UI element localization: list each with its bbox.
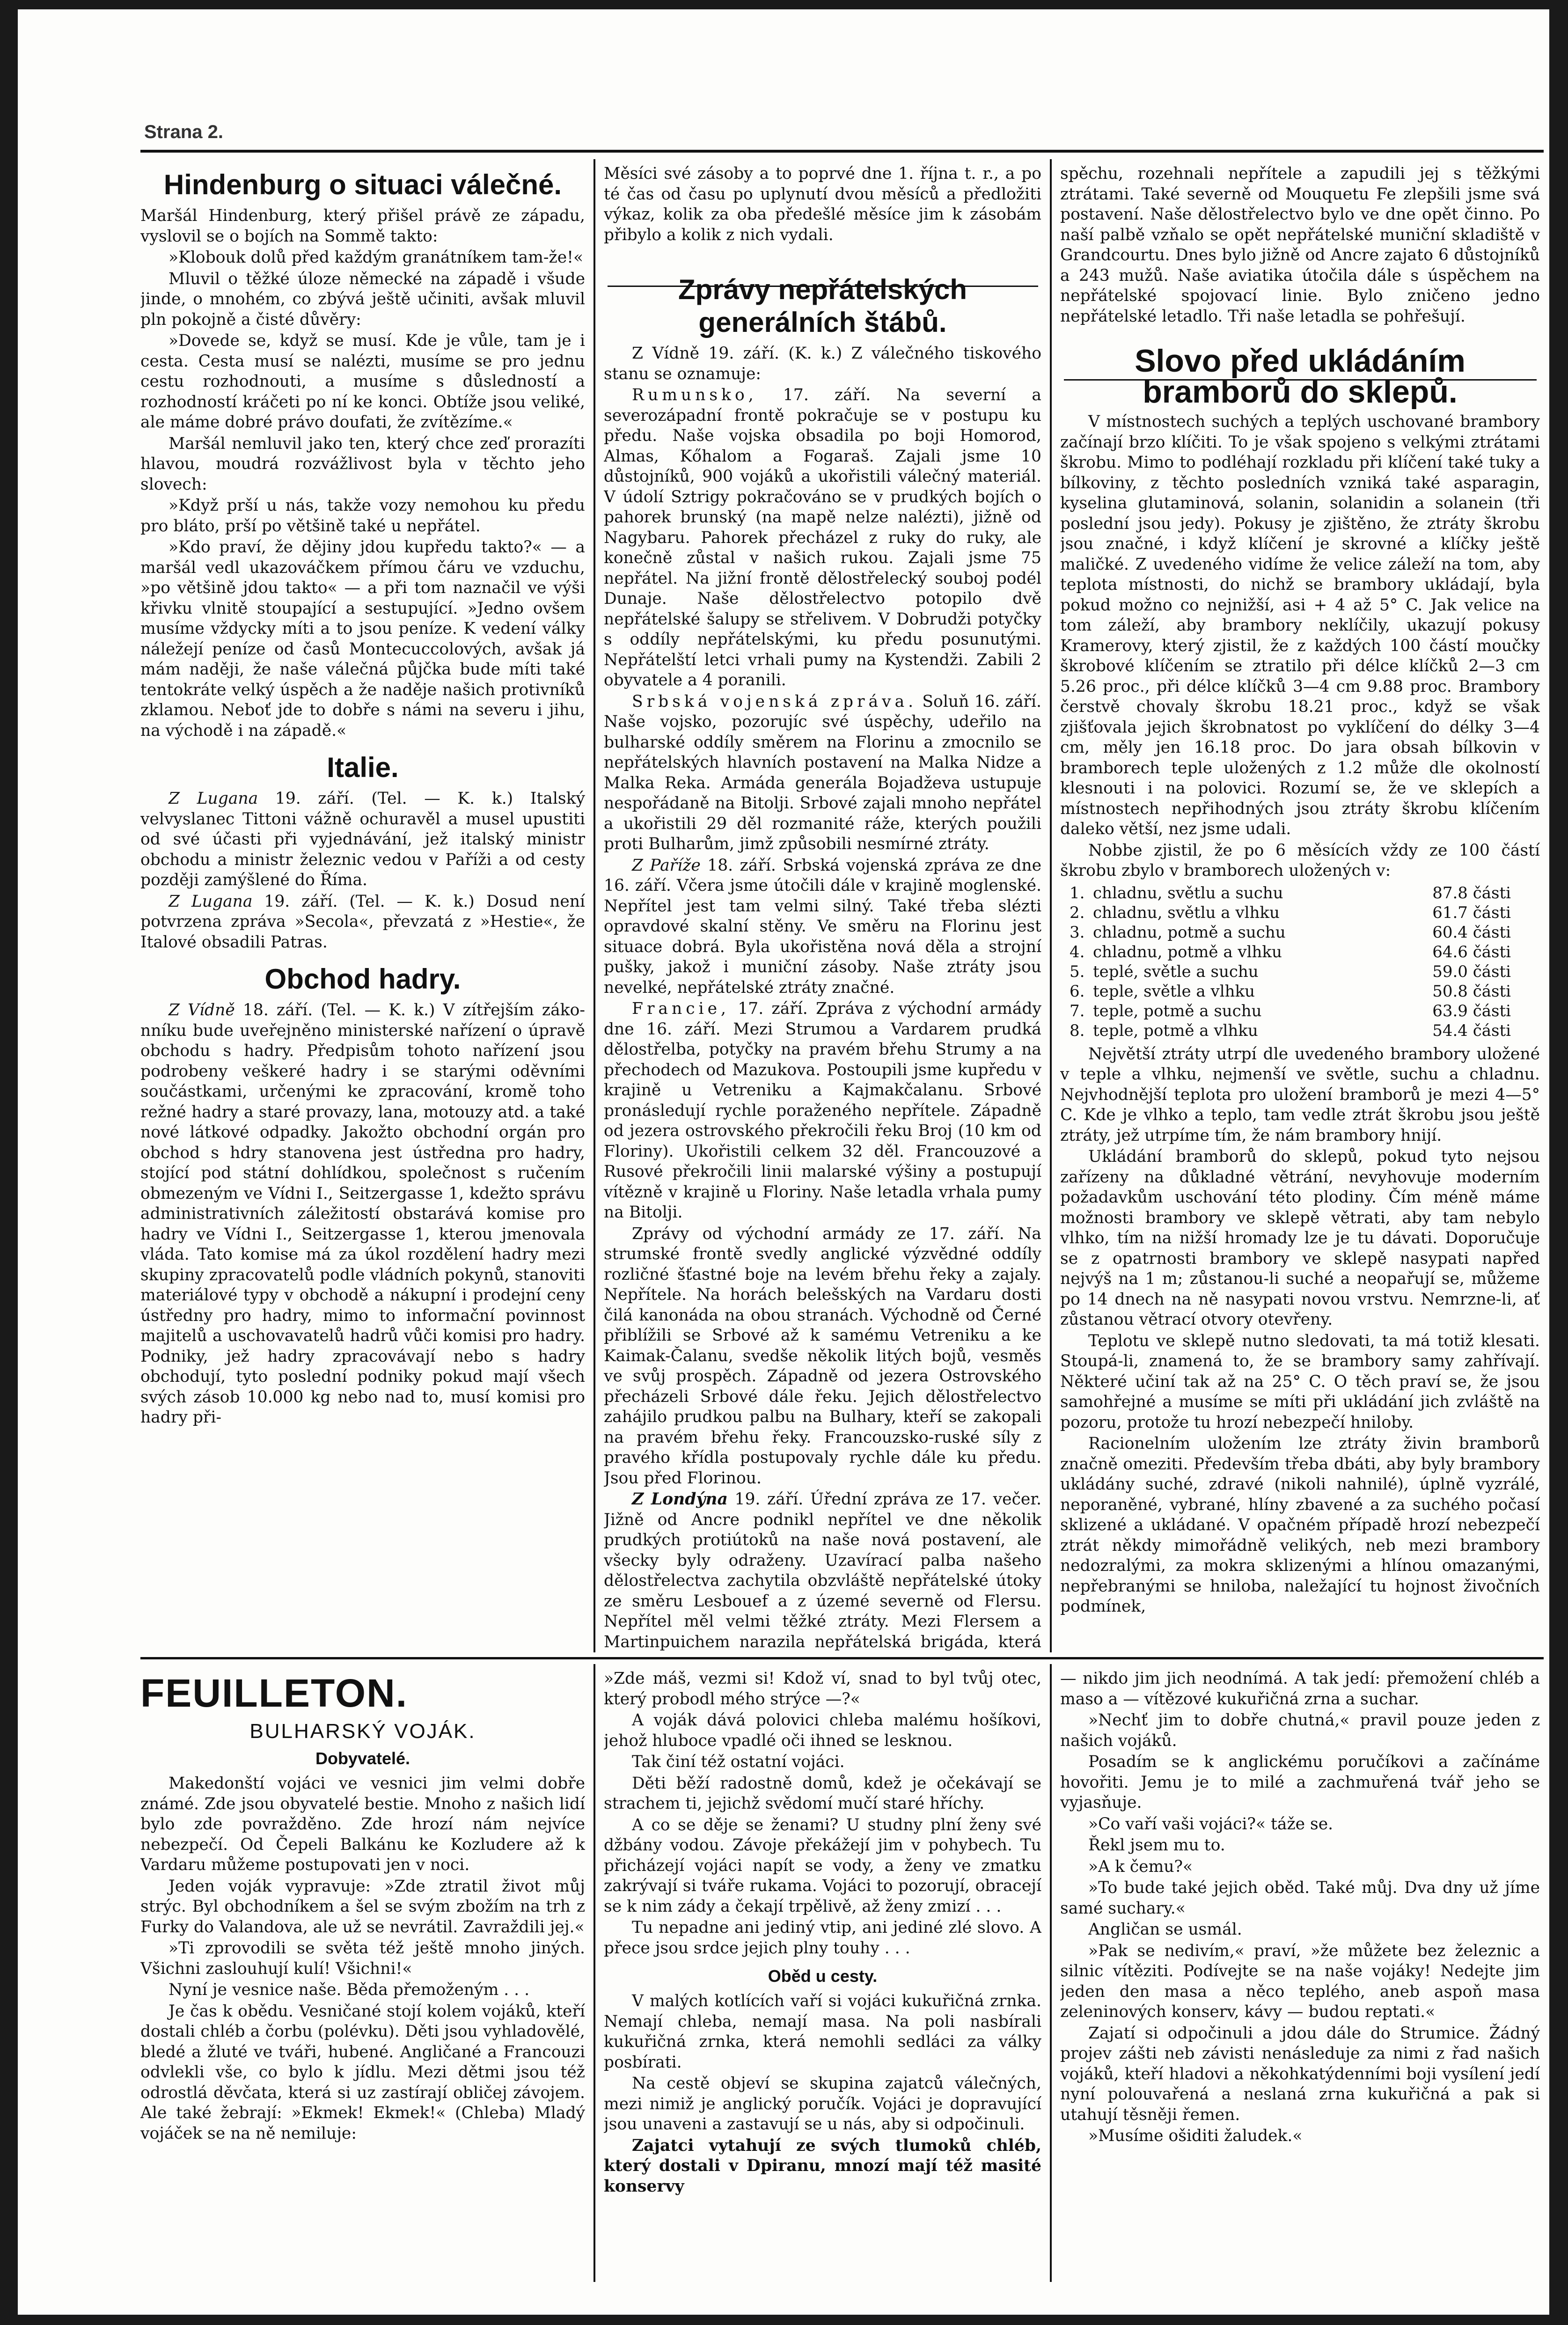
slovo-p5: Teplotu ve sklepě nutno sledovati, ta má totiž klesati. Stoupá-li, znamená to, že se brambory samy zahřívají. Některé učiní tak až na 25° C. O těch praví se, že jsou samohřejné a musíme se míti při ukládání jich zvláště na pozoru, protože tu hrozí nebezpečí hniloby. bbox=[1060, 1331, 1540, 1432]
feuilleton-column-3 bbox=[1060, 1669, 1540, 2287]
page-header: Strana 2. bbox=[144, 122, 223, 142]
obchod-place: Z Vídně bbox=[169, 1001, 235, 1019]
feuilleton-c2-p9: Zajatci vytahují ze svých tlumoků chléb, který dostali v Dpiranu, mnozí mají též masité konservy bbox=[604, 2136, 1041, 2196]
feuilleton-p2: Jeden voják vypravuje: »Zde ztratil život můj strýc. Byl obchodníkem a šel se svým zbožím na trh z Furky do Valandova, ale už se nevrátil. Zavraždili jej.« bbox=[140, 1877, 585, 1936]
feuilleton-c3-p2: »Nechť jim to dobře chutná,« pravil pouze jeden z našich vojáků. bbox=[1060, 1711, 1540, 1750]
zpravy-intro: Z Vídně 19. září. (K. k.) Z válečného tiskového stanu se oznamuje: bbox=[604, 344, 1041, 383]
table-row bbox=[1070, 1021, 1511, 1041]
italie-p2 bbox=[140, 892, 585, 953]
londyn-place: Z Londýna bbox=[632, 1490, 728, 1509]
hindenburg-p2: »Klobouk dolů před každým granátníkem tam-že!« bbox=[169, 248, 584, 267]
obchod-headline: Obchod hadry. bbox=[264, 963, 461, 995]
row-label: chladnu, světlu a suchu bbox=[1093, 883, 1283, 902]
pariz-place: Z Paříže bbox=[632, 856, 701, 875]
starch-table bbox=[1070, 883, 1511, 1041]
zpravy-rumunsko bbox=[604, 385, 1041, 691]
row-number: 8. bbox=[1070, 1021, 1085, 1040]
srbska-label: Srbská vojenská zpráva. bbox=[632, 692, 917, 711]
feuilleton-p5: Je čas k obědu. Vesničané stojí kolem vojáků, kteří dostali chléb a čorbu (polévku). Děti jsou vyhladovělé, bledé a žluté ve tváři, hubené. Angličané a Francouzi odvlekli vše, co bylo k jídlu. Mezi dětmi jsou též odrostlá děvčata, která si uz zastírají obličej závojem. Ale také žebrají: »Ekmek! Ekmek!« (Chleba) Mladý vojáček se na ně nemiluje: bbox=[140, 2002, 585, 2143]
col2-top-text: Měsíci své zásoby a to poprvé dne 1. října t. r., a po té čas od času po uplynutí dvou měsíců a předložiti výkaz, kolik za oba předešlé měsíce jim k zásobám přibylo a kolik z nich vydali. bbox=[604, 164, 1041, 244]
table-row bbox=[1070, 962, 1511, 982]
row-label: teplé, světle a suchu bbox=[1093, 962, 1259, 981]
row-label: chladnu, potmě a suchu bbox=[1093, 923, 1286, 942]
row-value: 87.8 části bbox=[1432, 883, 1511, 902]
italie-p2-place: Z Lugana bbox=[169, 892, 253, 911]
italie-p1 bbox=[140, 789, 585, 891]
row-number: 5. bbox=[1070, 962, 1085, 981]
feuilleton-p4: Nyní je vesnice naše. Běda přemoženým . . . bbox=[169, 1980, 530, 1999]
feuilleton-c3-p9: »Pak se nedivím,« praví, »že můžete bez železnic a silnic vítěziti. Podívejte se na naše vojáky! Nedejte jim jeden den masa a něco teplého, aneb aspoň masa zeleninových konserv, kávy — budou reptati.« bbox=[1060, 1941, 1540, 2021]
row-value: 59.0 části bbox=[1432, 962, 1511, 981]
feuilleton-divider-2 bbox=[1050, 1664, 1052, 2282]
feuilleton-p1: Makedonští vojáci ve vesnici jim velmi dobře známé. Zde jsou obyvatelé bestie. Mnoho z našich lidí bylo zde povražděno. Zde hrozí nám nejvíce nebezpečí. Od Čepeli Balkánu ke Kozludere až k Vardaru můžeme postupovati jen v noci. bbox=[140, 1774, 585, 1874]
table-row bbox=[1070, 1001, 1511, 1021]
slovo-p3: Největší ztráty utrpí dle uvedeného brambory uložené v teple a vlhku, nejmenší ve světle, suchu a chladnu. Nejvhodnější teplota pro uložení bramborů je mezi 4—5° C. Kde je vlhko a teplo, tam vedle ztrát škrobu jsou ještě ztráty, jež utrpíme tím, že nám brambory hnijí. bbox=[1060, 1044, 1540, 1145]
zpravy-francie bbox=[604, 999, 1041, 1223]
row-number: 2. bbox=[1070, 903, 1085, 922]
rumunsko-text: 17. září. Na severní a severozápadní frontě pokračuje se v postupu ku předu. Naše vojska obsadila po boji Homorod, Almas, Kőhalom a Fogaraš. Zajali jsme 10 důstojníků, 900 vojáků a ukořistili válečný materiál. V údolí Sztrigy pokračováno se v prudkých bojích o pahorek brunský (na mapě nelze nalézti), jižně od Nagybaru. Pahorek přecházel z ruky do ruky, ale konečně zůstal v našich rukou. Zajali jsme 75 nepřátel. Na jižní frontě dělostřelecký souboj podél Dunaje. Naše dělostřelectvo potopilo dvě nepřátelské šalupy se střelivem. V Dobrudži potyčky s oddíly nepřátelskými, ku předu posunutými. Nepřátelští letci vrhali pumy na Kystendži. Zabili 2 obyvatele a 4 poranili. bbox=[604, 386, 1041, 689]
slovo-headline: Slovo před ukládáním bramborů do sklepů. bbox=[1135, 343, 1465, 410]
feuilleton-c2-p3: Tak činí též ostatní vojáci. bbox=[632, 1753, 845, 1771]
row-label: teple, potmě a suchu bbox=[1093, 1001, 1262, 1020]
feuilleton-c2-p7: V malých kotlících vaří si vojáci kukuřičná zrnka. Nemají chleba, nemají masa. Na poli nasbírali kukuřičná zrnka, která nemohli sedláci za války posbírati. bbox=[604, 1992, 1041, 2072]
londyn-text: 19. září. Úřední zpráva ze 17. večer. Jižně od Ancre podnikl nepřítel ve dne několik prudkých protiútoků na naše nová postavení, ale všecky byly odraženy. Uzavírací palba našeho dělostřelectva zachytila obzvláště nepřátelské útoky ze směru Lesbouef a z územé severně od Flersu. Nepřítel měl velmi těžké ztráty. Mezi Flersem a Martinpuichem narazila nepřátelská brigáda, která bbox=[604, 1490, 1041, 1651]
row-value: 60.4 části bbox=[1432, 923, 1511, 942]
feuilleton-c3-p7: »To bude také jejich oběd. Také můj. Dva dny už jíme samé suchary.« bbox=[1060, 1878, 1540, 1918]
section-title: Dobyvatelé. bbox=[315, 1749, 410, 1768]
feuilleton-c2-p1: »Zde máš, vezmi si! Kdož ví, snad to byl tvůj otec, který probodl mého strýce —?« bbox=[604, 1669, 1041, 1709]
table-row bbox=[1070, 942, 1511, 962]
story-title: BULHARSKÝ VOJÁK. bbox=[249, 1720, 476, 1743]
row-label: teple, světle a vlhku bbox=[1093, 982, 1255, 1001]
column-divider-2 bbox=[1050, 159, 1052, 1652]
pariz-text: 18. září. Srbská vojenská zpráva ze dne 16. září. Včera jsme útočili dále v krajině moglenské. Nepřítel jest tam velmi silný. Také třeba slézti opravdové skalní stěny. Ve směru na Florinu jest situace dobrá. Byla ukořistěna nová děla a strojní pušky, jakož i muniční zásoby. Naše ztráty jsou nevelké, nepřátelské ztráty značné. bbox=[604, 856, 1041, 997]
row-label: chladnu, potmě a vlhku bbox=[1093, 942, 1282, 961]
table-row bbox=[1070, 923, 1511, 942]
feuilleton-column-1 bbox=[140, 1669, 585, 2287]
francie-text: 17. září. Zpráva z východní armády dne 16. září. Mezi Strumou a Vardarem prudká dělostřelba, potyčky na pravém břehu Strumy a na přechodech od Mazukova. Postoupili jsme kupředu v krajině u Vetreniku a Kajmakčalanu. Srbové pronásledují rychle poraženého nepřítele. Západně od jezera ostrovského překročili řeku Broj (10 km od Floriny). Ukořistili celkem 32 děl. Francouzové a Rusové překročili linii malarské výšiny a postupují vítězně v krajině u Floriny. Naše letadla vrhala pumy na Bitolji. bbox=[604, 999, 1041, 1222]
feuilleton-c3-p6: »A k čemu?« bbox=[1088, 1857, 1193, 1876]
hindenburg-p7: »Kdo praví, že dějiny jdou kupředu takto?« — a maršál vedl ukazováčkem přímou čáru ve vzduchu, »po většině jdou takto« — a při tom naznačil ve výši křivku vlnitě stoupající a sestupující. »Jedno ovšem musíme vždycky míti a to jsou peníze. K vedení války náležejí peníze od časů Montecuccolových, avšak já mám naději, že naše válečná půjčka bude míti také tentokráte velký úspěch a že naděje našich protivníků zklamou. Neboť jde to dobře s námi na severu i jihu, na východě i na západě.« bbox=[140, 538, 585, 740]
obchod-text: 18. září. (Tel. — K. k.) V zítřejším zákonníku bude uveřejněno ministerské nařízení o úpravě obchodu s hadry. Předpisům tohoto nařízení jsou podrobeny veškeré hadry i se starými oděvními součástkami, určenými ke zpracování, kromě toho režné hadry a staré provazy, lana, motouzy atd. a také nové látkové odpadky. Jakožto obchodní orgán pro obchod s hdry stanovena jest ústředna pro hadry, stojící pod státní dohlídkou, společnost s ručením obmezeným ve Vídni I., Seitzergasse 1, kdežto správu administrativních záležitostí obstarává komise pro hadry ve Vídni I., Seitzergasse 1, kterou jmenovala vláda. Tato komise má za úkol rozdělení hadry mezi skupiny zpracovatelů podle vládních pokynů, stanoviti materiálové typy v obchodě a nákupní i prodejní ceny ústředny pro hadry, mimo to informační povinnost majitelů a uschovavatelů hadrů vůči komisi pro hadry. Podniky, jež hadry zpracovávají nebo s hadry obchodují, tyto poslední podniky pokud mají všech svých zásob 10.000 kg nebo nad to, musí komisi pro hadry při- bbox=[140, 1001, 585, 1427]
row-value: 64.6 části bbox=[1432, 942, 1511, 961]
zpravy-pariz bbox=[604, 856, 1041, 998]
slovo-p4: Ukládání bramborů do sklepů, pokud tyto nejsou zařízeny na důkladné větrání, nevyhovuje moderním požadavkům uschování této plodiny. Čím méně máme možnosti brambory ve sklepě větrati, aby tam nebylo vlhko, tím na nižší hromady lze je tu dávati. Doporučuje se z opatrnosti brambory ve sklepě nasypati napřed nejvýš na 1 m; zůstanou-li suché a neopařují se, můžeme po 14 dnech na ně nasypati novou vrstvu. Nemrzne-li, ať zůstanou větrací otvory otevřeny. bbox=[1060, 1147, 1540, 1329]
hindenburg-p5: Maršál nemluvil jako ten, který chce zeď prorazíti hlavou, moudrá rozvážlivost byla v těchto jeho slovech: bbox=[140, 434, 585, 494]
hindenburg-p6: »Když prší u nás, takže vozy nemohou ku předu pro bláto, prší po většině také u nepřátel. bbox=[140, 496, 585, 535]
italie-p2-text: 19. září. (Tel. — K. k.) Dosud není potvrzena zpráva »Secola«, převzatá z »Hestie«, že Italové obsadili Patras. bbox=[140, 892, 585, 952]
zpravy-londyn bbox=[604, 1489, 1041, 1652]
feuilleton-c3-p1: — nikdo jim jich neodnímá. A tak jedí: přemožení chléb a maso a — vítězové kukuřičná zrna a suchar. bbox=[1060, 1669, 1540, 1709]
hindenburg-p4: »Dovede se, když se musí. Kde je vůle, tam je i cesta. Cesta musí se nalézti, musíme se pro jednu cestu rozhodnouti, a musíme s důsledností a rozhodností kráčeti po ní ke konci. Obtíže jsou veliké, ale máme dobré právo doufati, že zvítězíme.« bbox=[140, 331, 585, 432]
table-row bbox=[1070, 903, 1511, 923]
italie-p1-text: 19. září. (Tel. — K. k.) Italský velvyslanec Tittoni vážně ochuravěl a musel upustiti od své účasti při vyjednávání, jež italský ministr obchodu a ministr železnic vedou v Paříži a od cesty později zamýšlené do Říma. bbox=[140, 789, 585, 889]
slovo-p6: Racionelním uložením lze ztráty živin bramborů značně omeziti. Především třeba dbáti, aby byly brambory ukládány suché, zdravé (nikoli nahnilé), úplně vyzrálé, neporaněné, vybrané, hlíny zbavené a za suchého počasí sklizené a ukládané. V opačném případě hrozí nebezpečí ztrát někdy mimořádně velikých, neb mezi brambory nedozralými, za mokra sklizenými a hlínou omazanými, nepřebranými se hniloba, naležající tu hojnost živočních podmínek, bbox=[1060, 1434, 1540, 1616]
slovo-p2: Nobbe zjistil, že po 6 měsících vždy ze 100 částí škrobu zbylo v bramborech uložených v: bbox=[1060, 841, 1540, 880]
zpravy-srbska bbox=[604, 692, 1041, 855]
newspaper-page bbox=[18, 9, 1549, 2315]
row-number: 3. bbox=[1070, 923, 1085, 942]
feuilleton-title: FEUILLETON. bbox=[140, 1671, 408, 1715]
feuilleton-column-2 bbox=[604, 1669, 1041, 2287]
zpravy-vychod: Zprávy od východní armády ze 17. září. Na strumské frontě svedly anglické výzvědné oddíly rozličné šťastné boje na levém břehu řeky a zajaly. Nepřítele. Na horách belešských na Vardaru dosti čilá kanonáda na obou stranách. Východně od Černé přiblížili se Srbové až k samému Vetreniku a ke Kaimak-Čalanu, svedše několik litých bojů, vesměs ve svůj prospěch. Západně od jezera Ostrovského přecházeli Srbové dále řeku. Jejich dělostřelectvo zahájilo prudkou palbu na Bulhary, kteří se zakopali na pravém břehu řeky. Francouzsko-ruské síly z pravého křídla postupovaly rychle dále ku předu. Jsou před Florinou. bbox=[604, 1224, 1041, 1488]
column-2 bbox=[604, 164, 1041, 1652]
feuilleton-c3-p11: »Musíme ošiditi žaludek.« bbox=[1088, 2127, 1303, 2145]
feuilleton-divider-1 bbox=[593, 1664, 595, 2282]
table-row bbox=[1070, 982, 1511, 1001]
feuilleton-c3-p4: »Co vaří vaši vojáci?« táže se. bbox=[1088, 1814, 1334, 1834]
francie-label: Francie, bbox=[632, 999, 730, 1018]
feuilleton-rule bbox=[140, 1657, 1544, 1659]
feuilleton-c2-p8: Na cestě objeví se skupina zajatců válečných, mezi nimiž je anglický poručík. Vojáci je dopravující jsou unaveni a zastavují se u nás, aby si odpočinuli. bbox=[604, 2074, 1041, 2134]
row-label: chladnu, světlu a vlhku bbox=[1093, 903, 1280, 922]
italie-headline: Italie. bbox=[327, 752, 399, 783]
subsection-title: Oběd u cesty. bbox=[768, 1966, 878, 1986]
feuilleton-c3-p5: Řekl jsem mu to. bbox=[1088, 1836, 1225, 1855]
row-value: 50.8 části bbox=[1432, 982, 1511, 1001]
column-divider-1 bbox=[593, 159, 595, 1652]
feuilleton-c3-p3: Posadím se k anglickému poručíkovi a začínáme hovořiti. Jemu je to milé a zachmuřená tvář jeho se vyjasňuje. bbox=[1060, 1753, 1540, 1812]
row-label: teple, potmě a vlhku bbox=[1093, 1021, 1258, 1040]
feuilleton-c2-p2: A voják dává polovici chleba malému hošíkovi, jehož hluboce vpadlé oči ihned se lesknou. bbox=[604, 1711, 1041, 1750]
feuilleton-c2-p5: A co se děje se ženami? U studny plní ženy své džbány vodou. Závoje překážejí jim v pohybech. Tu přicházejí vojáci napít se vody, a ženy ve zmatku zakrývají si tváře rukama. Vojáci to pozorují, obracejí se k nim zády a čekají trpělivě, až ženy zmizí . . . bbox=[604, 1815, 1041, 1916]
feuilleton-c2-p6: Tu nepadne ani jediný vtip, ani jediné zlé slovo. A přece jsou srdce jejich plny touhy . . . bbox=[604, 1918, 1041, 1958]
hindenburg-headline: Hindenburg o situaci válečné. bbox=[163, 169, 562, 200]
hindenburg-p1: Maršál Hindenburg, který přišel právě ze západu, vyslovil se o bojích na Sommě takto: bbox=[140, 206, 585, 246]
row-number: 7. bbox=[1070, 1001, 1085, 1020]
slovo-p1: V místnostech suchých a teplých uschované brambory začínají brzo klíčiti. To je však spojeno s velkými ztrátami škrobu. Mimo to podléhají rozkladu při klíčení také tuky a bílkoviny, z těchto posledních vzniká také asparagin, kyselina glutaminová, solanin, solanidin a solanein (tři poslední jsou jedy). Pokusy je zjištěno, že ztráty škrobu jsou značné, i když klíčení je skrovné a klíčky ještě maličké. Z uvedeného vidíme že velice záleží na tom, aby teplota místnosti, do nichž se brambory ukládají, byla pokud možno co nejnižší, asi + 4 až 5° C. Jak velice na tom záleží, aby brambory neklíčily, ukazují pokusy Kramerovy, který zjistil, že z každých 100 částí moučky škrobové klíčením se ztratilo při délce klíčků 2—3 cm 5.26 proc., při délce klíčků 3—4 cm 9.88 proc. Brambory čerstvě chovaly škrobu 18.21 proc., když se však zjišťovala jejich škrobnatost po vyklíčení do délky 3—4 cm, měly jen 16.18 proc. Do jara obsah bílkovin v bramborech teple uložených z 1.2 může dle okolností klesnouti i na polovici. Rozumí se, že ve sklepích a místnostech nepřihodných jsou ztráty škrobu klíčením daleko větší, nez jsme udali. bbox=[1060, 412, 1540, 838]
top-rule bbox=[140, 150, 1544, 153]
table-row bbox=[1070, 883, 1511, 903]
column-3 bbox=[1060, 164, 1540, 1652]
row-number: 4. bbox=[1070, 942, 1085, 961]
hindenburg-p3: Mluvil o těžké úloze německé na západě i všude jinde, o mnohém, co zbývá ještě učiniti, avšak mluvil pln pokojně a čisté důvěry: bbox=[140, 269, 585, 329]
column-1 bbox=[140, 164, 585, 1652]
feuilleton-c3-p10: Zajatí si odpočinuli a jdou dále do Strumice. Žádný projev zášti neb závisti nenásleduje za nimi z řad našich vojáků, kteří hladovi a někohkatýdenními boji vysílení jedí nyní polouvařená a neslaná zrna kukuřičná a pak si utahují těsněji řemen. bbox=[1060, 2024, 1540, 2124]
rumunsko-label: Rumunsko, bbox=[632, 386, 757, 404]
zpravy-headline: Zprávy nepřátelských generálních štábů. bbox=[678, 274, 967, 338]
row-value: 54.4 části bbox=[1432, 1021, 1511, 1040]
obchod-p1 bbox=[140, 1000, 585, 1428]
row-value: 61.7 části bbox=[1432, 903, 1511, 922]
feuilleton-c3-p8: Angličan se usmál. bbox=[1088, 1920, 1242, 1939]
italie-p1-place: Z Lugana bbox=[169, 789, 258, 808]
row-value: 63.9 části bbox=[1432, 1001, 1511, 1020]
col3-top-text: spěchu, rozehnali nepřítele a zapudili jej s těžkými ztrátami. Také severně od Mouquetu Fe zlepšili jsme svá postavení. Naše dělostřelectvo bylo ve dne opět činno. Po naší palbě vzňalo se opět nepřátelské muniční skladiště v Grandcourtu. Dnes bylo jižně od Ancre zajato 6 důstojníků a 243 mužů. Naše aviatika útočila dále s úspěchem na nepřátelské spojovací linie. Bylo zničeno jedno nepřátelské letadlo. Tři naše letadla se pohřešují. bbox=[1060, 164, 1540, 326]
feuilleton-c2-p4: Děti běží radostně domů, kdež je očekávají se strachem ti, jejichž svědomí mučí staré hříchy. bbox=[604, 1774, 1041, 1813]
srbska-text: Soluň 16. září. Naše vojsko, pozorujíc své úspěchy, udeřilo na bulharské oddíly směrem na Florinu a zmocnilo se nepřátelských hlavních postavení na Malka Nidze a Malka Reka. Armáda generála Bojadževa ustupuje nespořádaně na Bitolji. Srbové zajali mnoho nepřátel a ukořistili 29 děl rozmanité ráže, kterých použili proti Bulharům, jimž způsobili nesmírné ztráty. bbox=[604, 692, 1041, 853]
row-number: 6. bbox=[1070, 982, 1085, 1001]
row-number: 1. bbox=[1070, 883, 1085, 902]
feuilleton-p3: »Ti zprovodili se světa též ještě mnoho jiných. Všichni zaslouhují kulí! Všichni!« bbox=[140, 1939, 585, 1978]
